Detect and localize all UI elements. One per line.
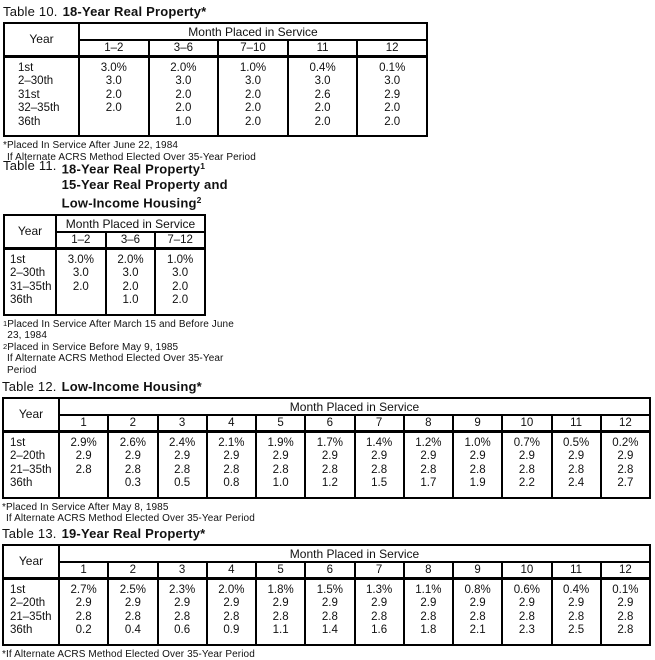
value-cell: 2.0 [79,102,149,116]
table13-title [2,526,651,541]
value-cell: 3.0 [357,75,427,89]
table11-title [3,158,343,211]
value-cell: 1.0% [453,431,502,450]
table12-section [2,379,651,525]
value-cell: 2.9 [357,89,427,103]
value-cell: 1.8% [256,578,305,597]
value-cell: 2.0% [106,248,156,267]
value-cell: 2.9 [256,450,305,464]
value-cell: 0.4% [552,578,601,597]
footnote-text: Placed In Service After May 8, 1985 [6,502,168,514]
month-range-header: 11 [552,562,601,578]
table12 [2,397,651,499]
value-cell: 2.8 [355,611,404,625]
table11-footnotes [3,319,343,377]
value-cell: 2.9 [502,450,551,464]
value-cell: 3.0 [56,267,106,281]
value-cell: 2.6 [288,89,358,103]
value-cell: 2.0 [149,102,219,116]
value-cell: 2.8 [256,464,305,478]
month-placed-in-service-header: Month Placed in Service [56,215,205,232]
month-range-header: 8 [404,562,453,578]
table12-title [2,379,651,394]
footnote2-marker: 2 [197,195,202,205]
table-row [4,281,205,295]
footnote-marker: * [2,649,6,660]
value-cell: 3.0% [56,248,106,267]
value-cell: 2.0 [56,281,106,295]
year-cell: 1st [3,431,59,450]
value-cell: 1.6 [355,624,404,645]
table13-section [2,526,651,660]
value-cell: 2.5% [108,578,157,597]
year-cell: 1st [4,56,79,75]
month-range-header: 8 [404,415,453,431]
value-cell: 2.8 [601,611,650,625]
year-cell: 21–35th [3,611,59,625]
year-cell: 36th [3,624,59,645]
month-range-header: 12 [357,40,427,56]
value-cell: 1.9 [453,477,502,498]
value-cell: 1.0% [218,56,288,75]
month-range-header: 7–12 [155,232,205,248]
value-cell: 2.0 [357,116,427,137]
value-cell [59,477,108,498]
value-cell: 3.0% [79,56,149,75]
value-cell: 0.1% [357,56,427,75]
footnote-marker: 2 [3,341,7,353]
value-cell: 2.0 [155,294,205,315]
value-cell: 2.9 [305,597,354,611]
footnote-text: Placed In Service After June 22, 1984 [7,140,178,152]
value-cell: 1.1% [404,578,453,597]
value-cell: 2.0 [155,281,205,295]
value-cell: 2.0 [149,89,219,103]
footnote [2,649,651,660]
year-column-header: Year [4,23,79,56]
value-cell: 1.7 [404,477,453,498]
table12-title-prefix: Table 12. [2,379,57,394]
table-row [3,624,650,645]
month-range-header: 3–6 [106,232,156,248]
value-cell: 2.0 [288,102,358,116]
value-cell: 2.8 [158,464,207,478]
value-cell: 2.8 [158,611,207,625]
value-cell: 0.2% [601,431,650,450]
year-column-header: Year [3,545,59,578]
value-cell: 2.9 [552,597,601,611]
value-cell: 2.9 [404,450,453,464]
table13 [2,544,651,646]
month-range-header: 9 [453,562,502,578]
footnote-marker: 1 [3,318,7,330]
value-cell: 2.9 [453,450,502,464]
table10-title-main: 18-Year Real Property* [63,4,207,19]
value-cell: 2.9 [158,597,207,611]
value-cell: 2.8 [207,611,256,625]
table12-footnotes [2,502,651,525]
value-cell: 2.8 [601,624,650,645]
year-cell: 31–35th [4,281,56,295]
value-cell: 2.9 [59,450,108,464]
value-cell: 2.8 [552,611,601,625]
table-row [3,464,650,478]
month-range-header: 1 [59,562,108,578]
value-cell: 2.5 [552,624,601,645]
footnote1-marker: 1 [200,161,205,171]
value-cell: 2.9 [158,450,207,464]
value-cell: 1.5% [305,578,354,597]
value-cell: 0.9 [207,624,256,645]
value-cell: 2.8 [502,464,551,478]
table11 [3,214,206,316]
value-cell: 1.8 [404,624,453,645]
month-range-header: 6 [305,562,354,578]
table-row [3,431,650,450]
table-row [3,597,650,611]
month-range-header: 4 [207,562,256,578]
value-cell: 2.8 [502,611,551,625]
value-cell: 2.0 [79,89,149,103]
value-cell: 2.8 [404,611,453,625]
month-range-header: 10 [502,415,551,431]
year-cell: 36th [4,116,79,137]
value-cell: 0.2 [59,624,108,645]
value-cell: 2.0 [357,102,427,116]
value-cell: 2.9 [59,597,108,611]
value-cell: 2.9 [256,597,305,611]
table12-title-main: Low-Income Housing* [62,379,202,394]
value-cell: 2.9% [59,431,108,450]
table10-section [3,4,428,163]
month-range-header: 2 [108,562,157,578]
year-cell: 32–35th [4,102,79,116]
value-cell: 2.9 [453,597,502,611]
value-cell: 2.9 [404,597,453,611]
month-range-header: 11 [288,40,358,56]
year-cell: 31st [4,89,79,103]
table-row [4,89,427,103]
value-cell: 0.6 [158,624,207,645]
year-cell: 36th [4,294,56,315]
value-cell: 2.9 [207,450,256,464]
value-cell: 0.3 [108,477,157,498]
value-cell: 1.0% [155,248,205,267]
month-range-header: 10 [502,562,551,578]
footnote-marker: * [3,140,7,152]
table10 [3,22,428,137]
year-cell: 1st [4,248,56,267]
year-column-header: Year [3,398,59,431]
footnote-text: If Alternate ACRS Method Elected Over 35-Year Period [7,152,256,164]
table11-title-prefix: Table 11. [3,158,57,173]
month-range-header: 11 [552,415,601,431]
value-cell: 2.6% [108,431,157,450]
value-cell: 2.0 [218,116,288,137]
value-cell: 2.8 [305,464,354,478]
value-cell: 2.8 [355,464,404,478]
month-range-header: 4 [207,415,256,431]
value-cell: 1.3% [355,578,404,597]
value-cell: 2.0 [218,89,288,103]
value-cell: 2.9 [601,450,650,464]
table-row [4,294,205,315]
table11-title-line3: Low-Income Housing [62,196,197,211]
value-cell: 2.9 [355,597,404,611]
value-cell: 2.9 [601,597,650,611]
table13-title-main: 19-Year Real Property* [62,526,206,541]
month-range-header: 6 [305,415,354,431]
table13-footnotes [2,649,651,660]
value-cell: 1.9% [256,431,305,450]
value-cell: 1.4% [355,431,404,450]
year-cell: 2–30th [4,75,79,89]
value-cell: 2.0 [106,281,156,295]
value-cell: 2.8 [552,464,601,478]
table-row [4,56,427,75]
table-row [4,248,205,267]
value-cell: 2.9 [502,597,551,611]
value-cell: 2.8 [108,464,157,478]
month-range-header: 12 [601,415,650,431]
value-cell: 1.2 [305,477,354,498]
value-cell: 1.0 [106,294,156,315]
value-cell: 2.8 [256,611,305,625]
table-row [4,116,427,137]
value-cell: 1.5 [355,477,404,498]
value-cell [79,116,149,137]
table-row [4,102,427,116]
value-cell: 2.7 [601,477,650,498]
table10-title-prefix: Table 10. [3,4,58,19]
value-cell: 0.1% [601,578,650,597]
month-range-header: 7 [355,415,404,431]
footnote [2,502,651,514]
footnote-text: Placed in Service Before May 9, 1985 [7,342,178,354]
value-cell: 2.9 [108,450,157,464]
value-cell: 2.0 [288,116,358,137]
value-cell: 0.5% [552,431,601,450]
value-cell: 0.6% [502,578,551,597]
month-range-header: 3 [158,562,207,578]
value-cell: 2.0% [207,578,256,597]
footnote-text: If Alternate ACRS Method Elected Over 35-Year Period [6,513,255,525]
value-cell: 1.0 [149,116,219,137]
value-cell: 2.7% [59,578,108,597]
month-range-header: 3–6 [149,40,219,56]
footnote [2,513,651,525]
footnote [3,342,343,354]
month-range-header: 1–2 [79,40,149,56]
footnote [3,319,343,342]
value-cell: 0.8% [453,578,502,597]
value-cell: 2.9 [355,450,404,464]
year-cell: 2–30th [4,267,56,281]
value-cell: 2.9 [207,597,256,611]
value-cell: 0.8 [207,477,256,498]
table10-title [3,4,428,19]
month-range-header: 1–2 [56,232,106,248]
value-cell: 2.8 [59,611,108,625]
table-row [4,75,427,89]
month-range-header: 7 [355,562,404,578]
month-range-header: 5 [256,562,305,578]
value-cell: 3.0 [149,75,219,89]
value-cell: 0.5 [158,477,207,498]
value-cell: 1.0 [256,477,305,498]
value-cell: 2.8 [453,611,502,625]
value-cell: 2.8 [59,464,108,478]
value-cell: 2.9 [552,450,601,464]
footnote-marker: * [2,502,6,514]
year-cell: 1st [3,578,59,597]
table-row [4,267,205,281]
table-row [3,578,650,597]
table13-title-prefix: Table 13. [2,526,57,541]
value-cell: 1.2% [404,431,453,450]
value-cell: 3.0 [106,267,156,281]
value-cell: 0.7% [502,431,551,450]
year-cell: 2–20th [3,597,59,611]
value-cell: 2.0% [149,56,219,75]
value-cell: 2.8 [601,464,650,478]
year-column-header: Year [4,215,56,248]
table11-title-line1: 18-Year Real Property [62,161,201,176]
year-cell: 36th [3,477,59,498]
value-cell: 2.8 [305,611,354,625]
value-cell: 2.8 [453,464,502,478]
month-range-header: 9 [453,415,502,431]
value-cell: 2.9 [108,597,157,611]
value-cell: 2.4 [552,477,601,498]
value-cell: 2.8 [207,464,256,478]
month-placed-in-service-header: Month Placed in Service [59,398,650,415]
value-cell [56,294,106,315]
table11-title-main [62,158,228,211]
value-cell: 2.4% [158,431,207,450]
value-cell: 0.4% [288,56,358,75]
value-cell: 0.4 [108,624,157,645]
footnote-text: If Alternate ACRS Method Elected Over 35-Year Period [7,353,223,376]
table11-section [3,158,343,376]
table-row [3,611,650,625]
footnote [3,140,428,152]
month-range-header: 3 [158,415,207,431]
value-cell: 2.0 [218,102,288,116]
table-row [3,477,650,498]
value-cell: 3.0 [288,75,358,89]
value-cell: 2.3% [158,578,207,597]
value-cell: 3.0 [218,75,288,89]
value-cell: 2.1% [207,431,256,450]
table-row [3,450,650,464]
value-cell: 2.2 [502,477,551,498]
month-range-header: 5 [256,415,305,431]
footnote [3,353,343,376]
value-cell: 2.8 [108,611,157,625]
month-range-header: 2 [108,415,157,431]
value-cell: 2.3 [502,624,551,645]
table11-title-line2: 15-Year Real Property and [62,177,228,192]
value-cell: 1.7% [305,431,354,450]
month-range-header: 12 [601,562,650,578]
value-cell: 2.9 [305,450,354,464]
value-cell: 3.0 [155,267,205,281]
year-cell: 2–20th [3,450,59,464]
value-cell: 2.8 [404,464,453,478]
footnote-text: If Alternate ACRS Method Elected Over 35-Year Period [6,649,255,660]
month-range-header: 1 [59,415,108,431]
month-range-header: 7–10 [218,40,288,56]
month-placed-in-service-header: Month Placed in Service [79,23,427,40]
value-cell: 1.1 [256,624,305,645]
value-cell: 3.0 [79,75,149,89]
value-cell: 1.4 [305,624,354,645]
footnote-text: Placed In Service After March 15 and Before June 23, 1984 [7,319,234,342]
year-cell: 21–35th [3,464,59,478]
value-cell: 2.1 [453,624,502,645]
month-placed-in-service-header: Month Placed in Service [59,545,650,562]
